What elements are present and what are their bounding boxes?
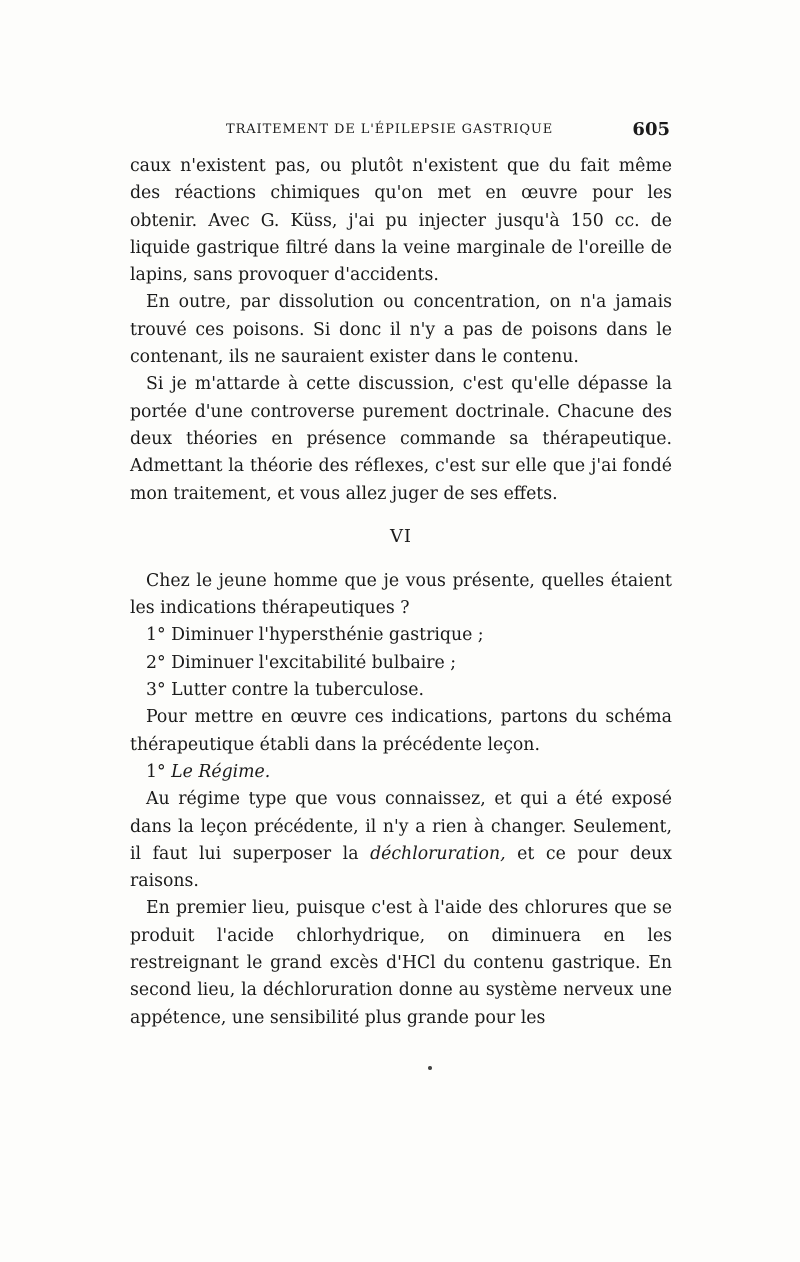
subheading-title: Le Régime. <box>171 761 271 782</box>
list-item: 3° Lutter contre la tuberculose. <box>146 680 425 701</box>
section-heading: VI <box>389 525 413 547</box>
paragraph-regime <box>130 786 672 895</box>
list-item: 2° Diminuer l'excitabilité bulbaire ; <box>146 652 457 673</box>
running-title: TRAITEMENT DE L'ÉPILEPSIE GASTRIQUE <box>226 122 554 137</box>
footer-mark <box>428 1066 432 1070</box>
paragraph-poisons: En outre, par dissolution ou concentration, on n'a jamais trouvé ces poisons. Si donc il n'y a pas de poisons dans le contenant, ils ne sauraient exister dans le contenu. <box>130 292 672 368</box>
paragraph-chlorures: En premier lieu, puisque c'est à l'aide des chlorures que se produit l'acide chlorhydrique, on diminuera en les restreignant le grand excès d'HCl du contenu gastrique. En second lieu, la déchloruration donne au système nerveux une appétence, une sensibilité plus grande pour les <box>130 898 672 1028</box>
paragraph-discussion: Si je m'attarde à cette discussion, c'est qu'elle dépasse la portée d'une controverse purement doctrinale. Chacune des deux théories en présence commande sa thérapeutique. Admettant la théorie des réflexes, c'est sur elle que j'ai fondé mon traitement, et vous allez juger de ses effets. <box>130 374 672 504</box>
body-text <box>130 153 672 1032</box>
paragraph-indications: Chez le jeune homme que je vous présente, quelles étaient les indications thérapeutiques ? <box>130 570 672 619</box>
subheading-number: 1° <box>146 761 166 782</box>
paragraph-schema: Pour mettre en œuvre ces indications, partons du schéma thérapeutique établi dans la précédente leçon. <box>130 707 672 755</box>
running-head <box>130 118 670 142</box>
regime-term: déchloruration, <box>370 843 506 864</box>
regime-text-a: Au régime type que vous connaissez, et qui a été exposé dans la leçon précédente, il n'y a rien à changer. Seulement, il faut lui superposer la <box>130 789 672 864</box>
subheading-regime <box>130 759 672 786</box>
page-number: 605 <box>632 119 670 140</box>
paragraph-continuation: caux n'existent pas, ou plutôt n'existent que du fait même des réactions chimiques qu'on met en œuvre pour les obtenir. Avec G. Küss, j'ai pu injecter jusqu'à 150 cc. de liquide gastrique filtré dans la veine marginale de l'oreille de lapins, sans provoquer d'accidents. <box>130 156 672 286</box>
list-item: 1° Diminuer l'hypersthénie gastrique ; <box>146 625 484 646</box>
regime-text-b: et ce pour deux raisons. <box>130 843 672 892</box>
